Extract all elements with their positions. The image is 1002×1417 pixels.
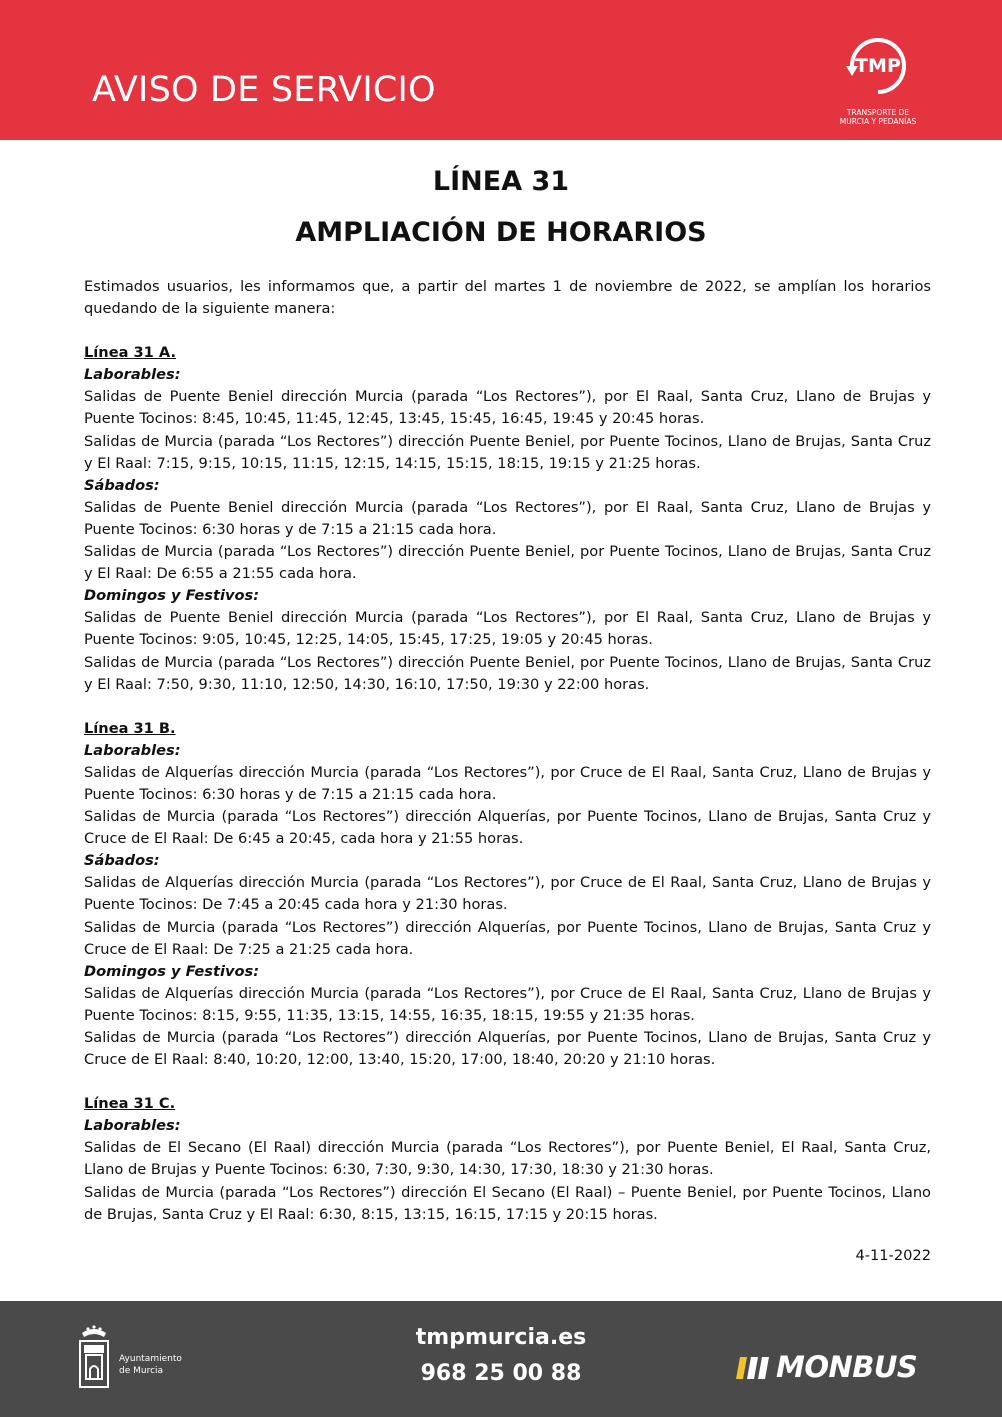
line-section-31a (84, 342, 931, 696)
footer-website: tmpmurcia.es (415, 1325, 587, 1350)
schedule-item: Salidas de Alquerías dirección Murcia (parada “Los Rectores”), por Cruce de El Raal, Santa Cruz, Llano de Brujas y Puente Tocinos: De 7:45 a 20:45 cada hora y 21:30 horas. (84, 874, 931, 914)
intro-paragraph: Estimados usuarios, les informamos que, a partir del martes 1 de noviembre de 2022, se amplían los horarios quedando de la siguiente manera: (84, 278, 931, 318)
day-title: Laborables: (84, 741, 181, 759)
schedule-item: Salidas de Alquerías dirección Murcia (parada “Los Rectores”), por Cruce de El Raal, Santa Cruz, Llano de Brujas y Puente Tocinos: 6:30 horas y de 7:15 a 21:15 cada hora. (84, 763, 931, 803)
line-section-31b (84, 718, 931, 1072)
ayuntamiento-label-line1: Ayuntamiento (119, 1354, 182, 1364)
day-title: Domingos y Festivos: (84, 962, 260, 980)
notice-body (84, 276, 931, 1226)
day-title: Sábados: (84, 476, 160, 494)
schedule-item: Salidas de Murcia (parada “Los Rectores”) dirección Alquerías, por Puente Tocinos, Llano de Brujas, Santa Cruz y Cruce de El Raal: De 6:45 a 20:45, cada hora y 21:55 horas. (84, 808, 931, 848)
line-title: Línea 31 B. (84, 719, 176, 737)
header-banner (0, 0, 1002, 140)
header-title: AVISO DE SERVICIO (92, 70, 436, 110)
document-title-subject: AMPLIACIÓN DE HORARIOS (295, 217, 707, 248)
schedule-item: Salidas de Puente Beniel dirección Murcia (parada “Los Rectores”), por El Raal, Santa Cruz, Llano de Brujas y Puente Tocinos: 8:45, 10:45, 11:45, 12:45, 13:45, 15:45, 16:45, 19:45 y 20:45 horas. (84, 388, 931, 428)
day-title: Laborables: (84, 366, 181, 384)
footer-banner (0, 1301, 1002, 1417)
ayuntamiento-label-line2: de Murcia (119, 1366, 164, 1376)
logo-subtitle-line1: TRANSPORTE DE (846, 108, 910, 117)
document-title-line: LÍNEA 31 (432, 166, 570, 197)
line-title: Línea 31 C. (84, 1095, 176, 1113)
schedule-item: Salidas de Puente Beniel dirección Murcia (parada “Los Rectores”), por El Raal, Santa Cruz, Llano de Brujas y Puente Tocinos: 9:05, 10:45, 12:25, 14:05, 15:45, 17:25, 19:05 y 20:45 horas. (84, 609, 931, 649)
schedule-item: Salidas de Murcia (parada “Los Rectores”) dirección Puente Beniel, por Puente Tocinos, Llano de Brujas, Santa Cruz y El Raal: 7:50, 9:30, 11:10, 12:50, 14:30, 16:10, 17:50, 19:30 y 22:00 horas. (84, 653, 931, 693)
schedule-item: Salidas de Murcia (parada “Los Rectores”) dirección El Secano (El Raal) – Puente Beniel, por Puente Tocinos, Llano de Brujas, Santa Cruz y El Raal: 6:30, 8:15, 13:15, 16:15, 17:15 y 20:15 horas. (84, 1183, 931, 1223)
schedule-item: Salidas de Murcia (parada “Los Rectores”) dirección Puente Beniel, por Puente Tocinos, Llano de Brujas, Santa Cruz y El Raal: De 6:55 a 21:55 cada hora. (84, 543, 931, 583)
day-title: Laborables: (84, 1117, 181, 1135)
day-title: Domingos y Festivos: (84, 587, 260, 605)
schedule-item: Salidas de Puente Beniel dirección Murcia (parada “Los Rectores”), por El Raal, Santa Cruz, Llano de Brujas y Puente Tocinos: 6:30 horas y de 7:15 a 21:15 cada hora. (84, 498, 931, 538)
tmp-logo-icon (842, 36, 914, 96)
line-title: Línea 31 A. (84, 344, 177, 362)
tmp-logo (828, 36, 928, 130)
line-section-31c (84, 1093, 931, 1226)
logo-subtitle-line2: MURCIA Y PEDANÍAS (839, 117, 917, 126)
tmp-logo-text: TMP (855, 55, 901, 77)
monbus-stripes-icon (736, 1357, 772, 1379)
footer-phone: 968 25 00 88 (420, 1361, 582, 1386)
schedule-item: Salidas de Murcia (parada “Los Rectores”) dirección Puente Beniel, por Puente Tocinos, Llano de Brujas, Santa Cruz y El Raal: 7:15, 9:15, 10:15, 11:15, 12:15, 14:15, 15:15, 18:15, 19:15 y 21:25 horas. (84, 432, 931, 472)
schedule-item: Salidas de El Secano (El Raal) dirección Murcia (parada “Los Rectores”), por Puente Beniel, El Raal, Santa Cruz, Llano de Brujas y Puente Tocinos: 6:30, 7:30, 9:30, 14:30, 17:30, 18:30 y 21:30 horas. (84, 1139, 931, 1179)
schedule-item: Salidas de Murcia (parada “Los Rectores”) dirección Alquerías, por Puente Tocinos, Llano de Brujas, Santa Cruz y Cruce de El Raal: 8:40, 10:20, 12:00, 13:40, 15:20, 17:00, 18:40, 20:20 y 21:10 horas. (84, 1029, 931, 1069)
schedule-item: Salidas de Murcia (parada “Los Rectores”) dirección Alquerías, por Puente Tocinos, Llano de Brujas, Santa Cruz y Cruce de El Raal: De 7:25 a 21:25 cada hora. (84, 918, 931, 958)
day-title: Sábados: (84, 852, 160, 870)
notice-date: 4-11-2022 (855, 1247, 931, 1264)
monbus-wordmark: MONBUS (776, 1350, 918, 1384)
schedule-item: Salidas de Alquerías dirección Murcia (parada “Los Rectores”), por Cruce de El Raal, Santa Cruz, Llano de Brujas y Puente Tocinos: 8:15, 9:55, 11:35, 13:15, 14:55, 16:35, 18:15, 19:55 y 21:35 horas. (84, 984, 931, 1024)
